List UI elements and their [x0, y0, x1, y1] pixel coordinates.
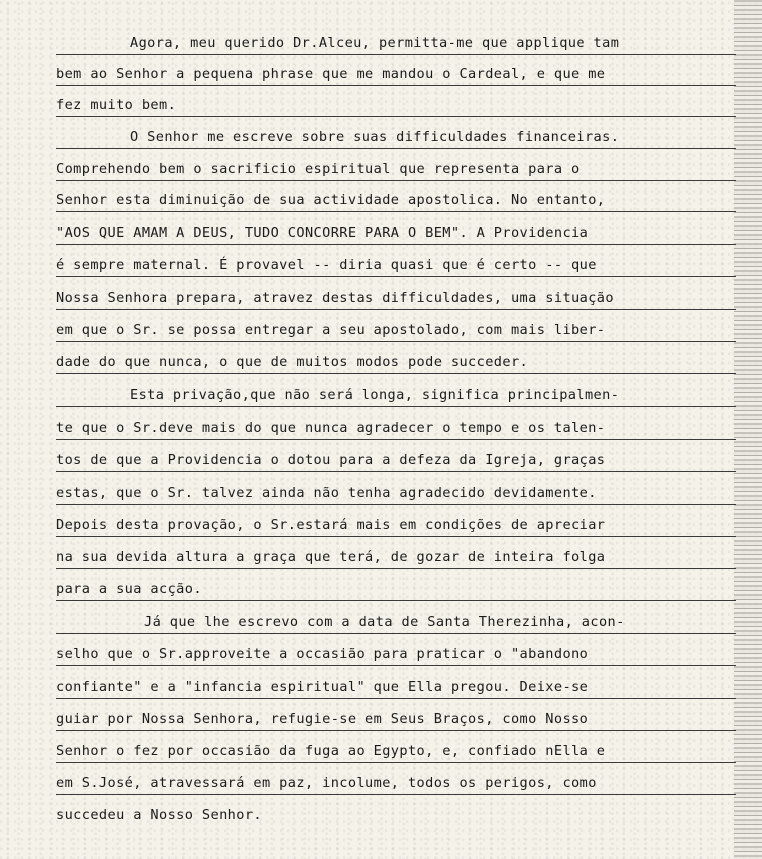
text-line-13: te que o Sr.deve mais do que nunca agradecer o tempo e os talen-: [56, 419, 736, 440]
text-line-22: guiar por Nossa Senhora, refugie-se em Seus Braços, como Nosso: [56, 710, 736, 731]
text-line-21: confiante" e a "infancia espiritual" que Ella pregou. Deixe-se: [56, 678, 736, 699]
text-line-8: é sempre maternal. É provavel -- diria quasi que é certo -- que: [56, 256, 736, 277]
text-line-1: Agora, meu querido Dr.Alceu, permitta-me que applique tam: [56, 34, 736, 55]
text-line-4: O Senhor me escreve sobre suas difficuldades financeiras.: [56, 128, 736, 149]
text-line-17: na sua devida altura a graça que terá, de gozar de inteira folga: [56, 548, 736, 569]
text-line-18: para a sua acção.: [56, 580, 736, 601]
text-line-16: Depois desta provação, o Sr.estará mais em condições de apreciar: [56, 516, 736, 537]
text-line-19: Já que lhe escrevo com a data de Santa Therezinha, acon-: [56, 613, 736, 634]
page-edge-scan-artifact: [734, 0, 762, 859]
text-line-15: estas, que o Sr. talvez ainda não tenha agradecido devidamente.: [56, 484, 736, 505]
text-line-14: tos de que a Providencia o dotou para a defeza da Igreja, graças: [56, 451, 736, 472]
text-line-7: "AOS QUE AMAM A DEUS, TUDO CONCORRE PARA O BEM". A Providencia: [56, 224, 736, 245]
text-line-5: Comprehendo bem o sacrificio espiritual que representa para o: [56, 160, 736, 181]
text-line-20: selho que o Sr.approveite a occasião para praticar o "abandono: [56, 645, 736, 666]
text-line-3: fez muito bem.: [56, 96, 736, 117]
text-line-24: em S.José, atravessará em paz, incolume, todos os perigos, como: [56, 774, 736, 795]
text-line-2: bem ao Senhor a pequena phrase que me mandou o Cardeal, e que me: [56, 65, 736, 86]
text-line-25: succedeu a Nosso Senhor.: [56, 807, 263, 823]
text-line-6: Senhor esta diminuição de sua actividade apostolica. No entanto,: [56, 191, 736, 212]
text-line-9: Nossa Senhora prepara, atravez destas difficuldades, uma situação: [56, 289, 736, 310]
text-line-12: Esta privação,que não será longa, significa principalmen-: [56, 386, 736, 407]
text-line-10: em que o Sr. se possa entregar a seu apostolado, com mais liber-: [56, 321, 736, 342]
text-line-11: dade do que nunca, o que de muitos modos pode succeder.: [56, 353, 736, 374]
text-line-23: Senhor o fez por occasião da fuga ao Egypto, e, confiado nElla e: [56, 742, 736, 763]
